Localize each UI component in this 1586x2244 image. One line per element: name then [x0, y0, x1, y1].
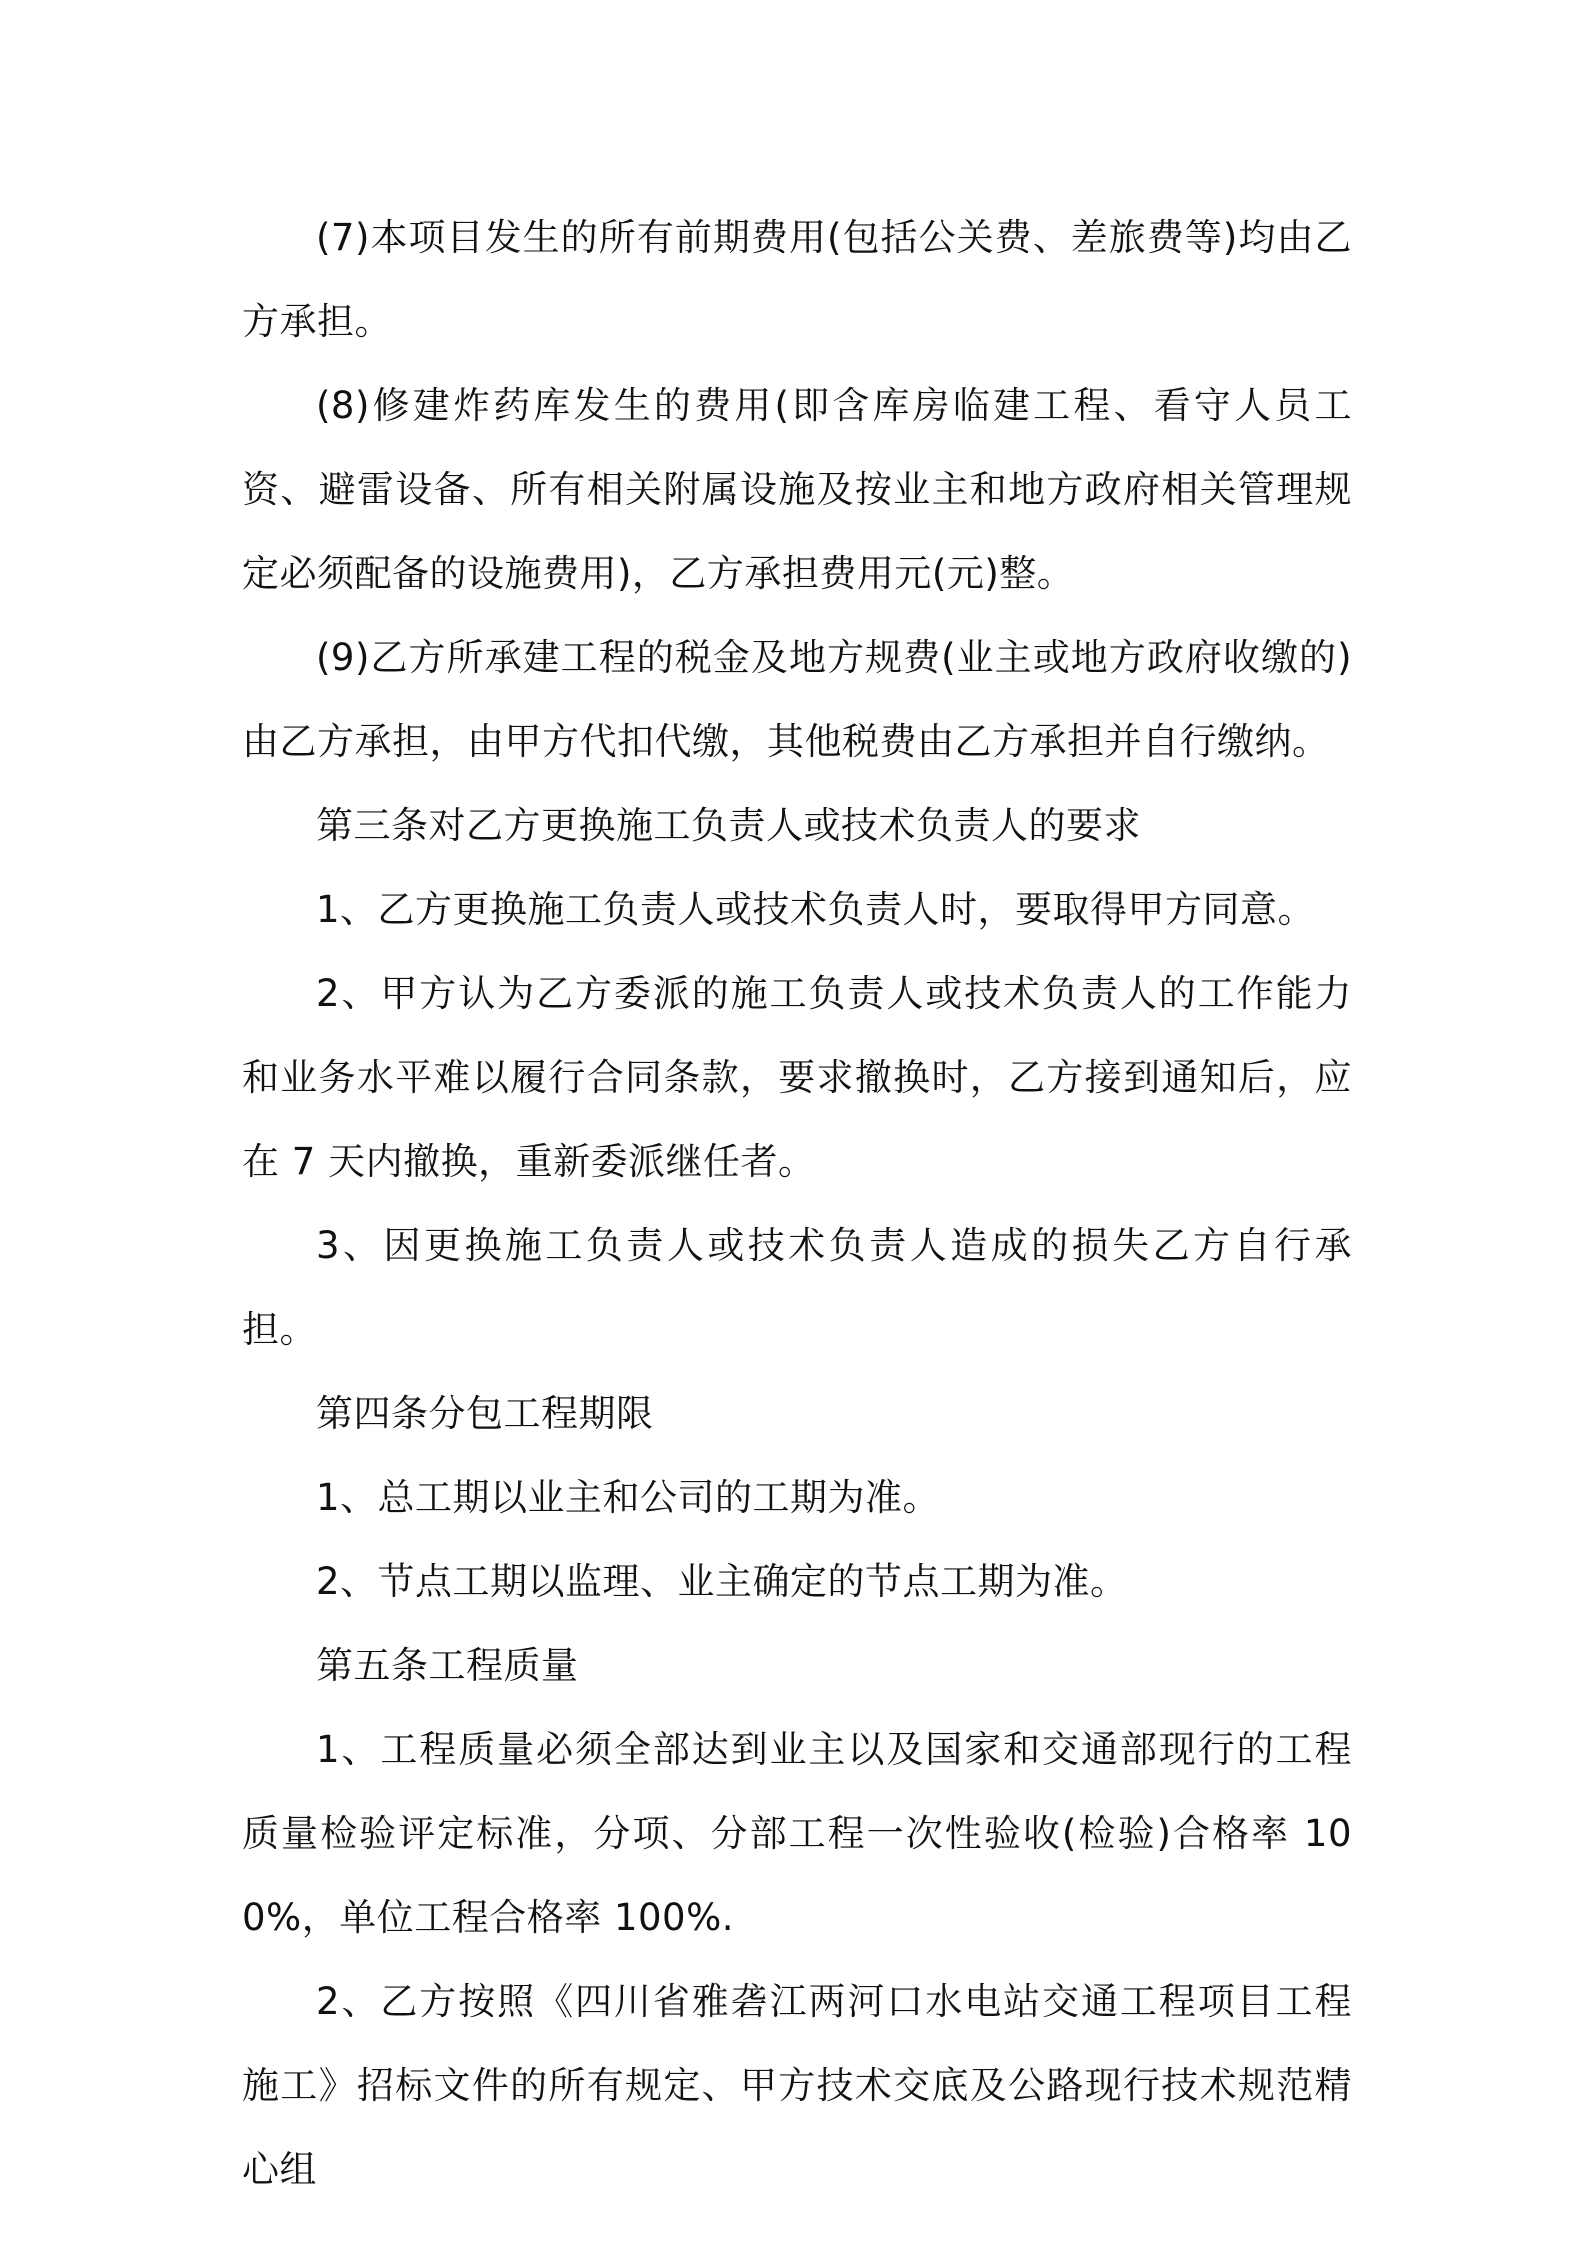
article-5-clause-2: 2、乙方按照《四川省雅砻江两河口水电站交通工程项目工程施工》招标文件的所有规定、甲方技术交底及公路现行技术规范精心组 [242, 1980, 1352, 2191]
article-5-clause-1: 1、工程质量必须全部达到业主以及国家和交通部现行的工程质量检验评定标准，分项、分部工程一次性验收(检验)合格率 100%，单位工程合格率 100%. [242, 1728, 1352, 1939]
article-3-clause-1: 1、乙方更换施工负责人或技术负责人时，要取得甲方同意。 [316, 888, 1316, 931]
article-3-clause-3: 3、因更换施工负责人或技术负责人造成的损失乙方自行承担。 [242, 1224, 1352, 1351]
article-3-clause-2: 2、甲方认为乙方委派的施工负责人或技术负责人的工作能力和业务水平难以履行合同条款，要求撤换时，乙方接到通知后，应在 7 天内撤换，重新委派继任者。 [242, 972, 1352, 1183]
article-4-heading: 第四条分包工程期限 [316, 1392, 654, 1435]
article-4-clause-1: 1、总工期以业主和公司的工期为准。 [316, 1476, 941, 1519]
article-5-heading: 第五条工程质量 [316, 1644, 579, 1687]
article-3-heading: 第三条对乙方更换施工负责人或技术负责人的要求 [316, 804, 1141, 847]
document-body [242, 196, 1352, 2212]
paragraph-item-8: (8)修建炸药库发生的费用(即含库房临建工程、看守人员工资、避雷设备、所有相关附属设施及按业主和地方政府相关管理规定必须配备的设施费用)，乙方承担费用元(元)整。 [242, 384, 1352, 595]
paragraph-item-9: (9)乙方所承建工程的税金及地方规费(业主或地方政府收缴的)由乙方承担，由甲方代扣代缴，其他税费由乙方承担并自行缴纳。 [242, 636, 1352, 763]
paragraph-item-7: (7)本项目发生的所有前期费用(包括公关费、差旅费等)均由乙方承担。 [242, 216, 1352, 343]
article-4-clause-2: 2、节点工期以监理、业主确定的节点工期为准。 [316, 1560, 1128, 1603]
